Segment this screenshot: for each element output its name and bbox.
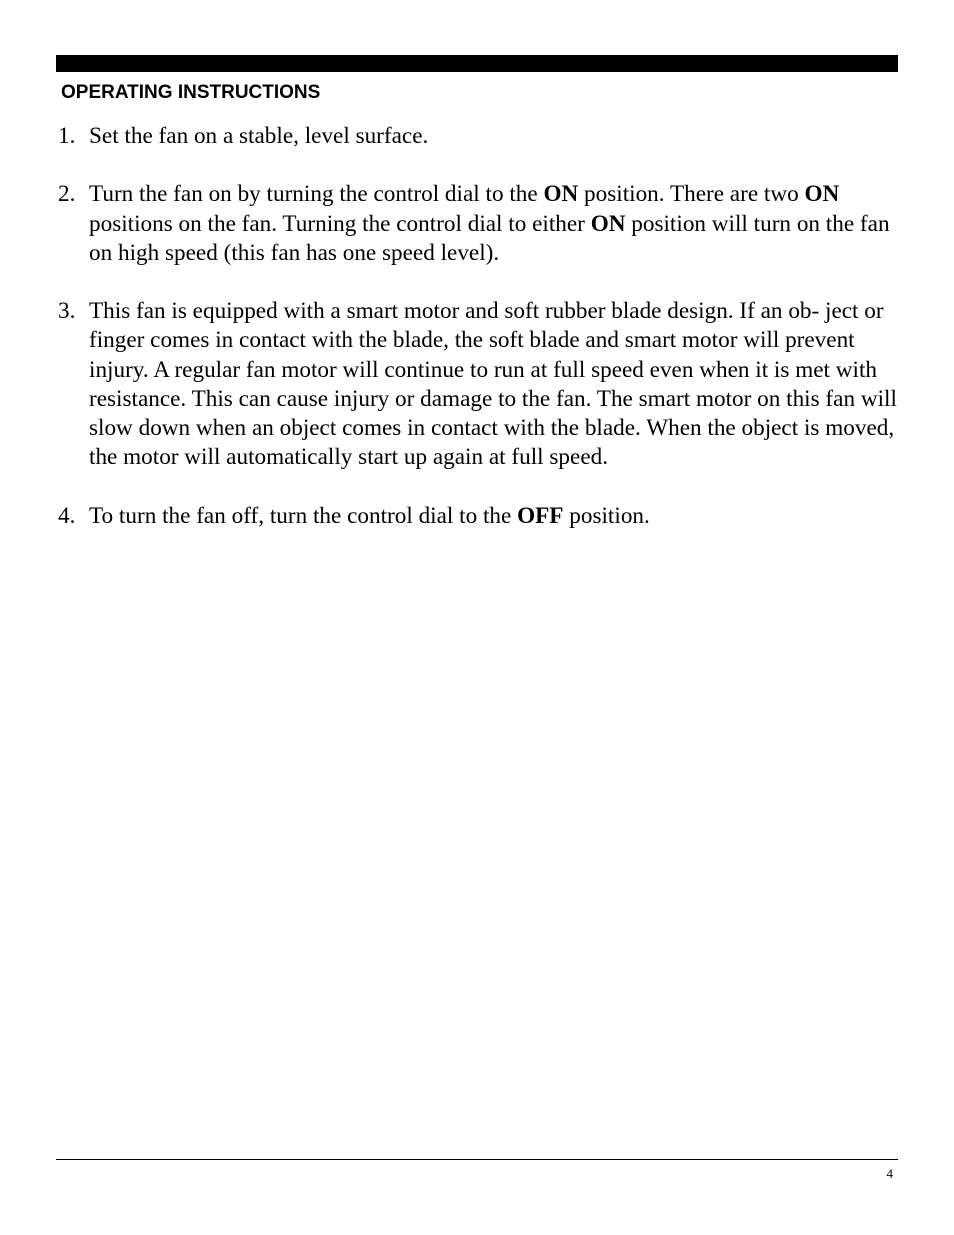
instruction-step-4 — [58, 502, 898, 531]
step-text: Turn the fan on by turning the control dial to the ON position. There are two ON positions on the fan. Turning the control dial to either ON position will turn on the fan on high speed (this fan has one speed level). — [89, 181, 890, 266]
section-title: OPERATING INSTRUCTIONS — [61, 82, 321, 103]
instruction-step-1 — [58, 122, 898, 151]
instruction-list — [58, 122, 898, 560]
step-number: 4. — [58, 502, 76, 529]
emphasis-on: ON — [804, 181, 840, 208]
footer-rule — [56, 1159, 898, 1160]
emphasis-off: OFF — [517, 502, 564, 529]
instruction-step-3 — [58, 297, 898, 472]
step-text: Set the fan on a stable, level surface. — [89, 123, 429, 149]
step-number: 1. — [58, 123, 76, 149]
step-number: 2. — [58, 181, 76, 208]
page-number: 4 — [886, 1166, 893, 1181]
step-number: 3. — [58, 298, 76, 325]
step-text: This fan is equipped with a smart motor and soft rubber blade design. If an ob- ject or finger comes in contact with the blade, the soft blade and smart motor will prevent injury. A regular fan motor will continue to run at full speed even when it is met with resistance. This can cause injury or damage to the fan. The smart motor on this fan will slow down when an object comes in contact with the blade. When the object is moved, the motor will automatically start up again at full speed. — [89, 298, 897, 471]
emphasis-on: ON — [543, 181, 579, 208]
instruction-step-2 — [58, 180, 898, 268]
step-text: To turn the fan off, turn the control dial to the OFF position. — [89, 502, 650, 529]
emphasis-on: ON — [590, 210, 626, 237]
header-bar — [56, 55, 898, 72]
